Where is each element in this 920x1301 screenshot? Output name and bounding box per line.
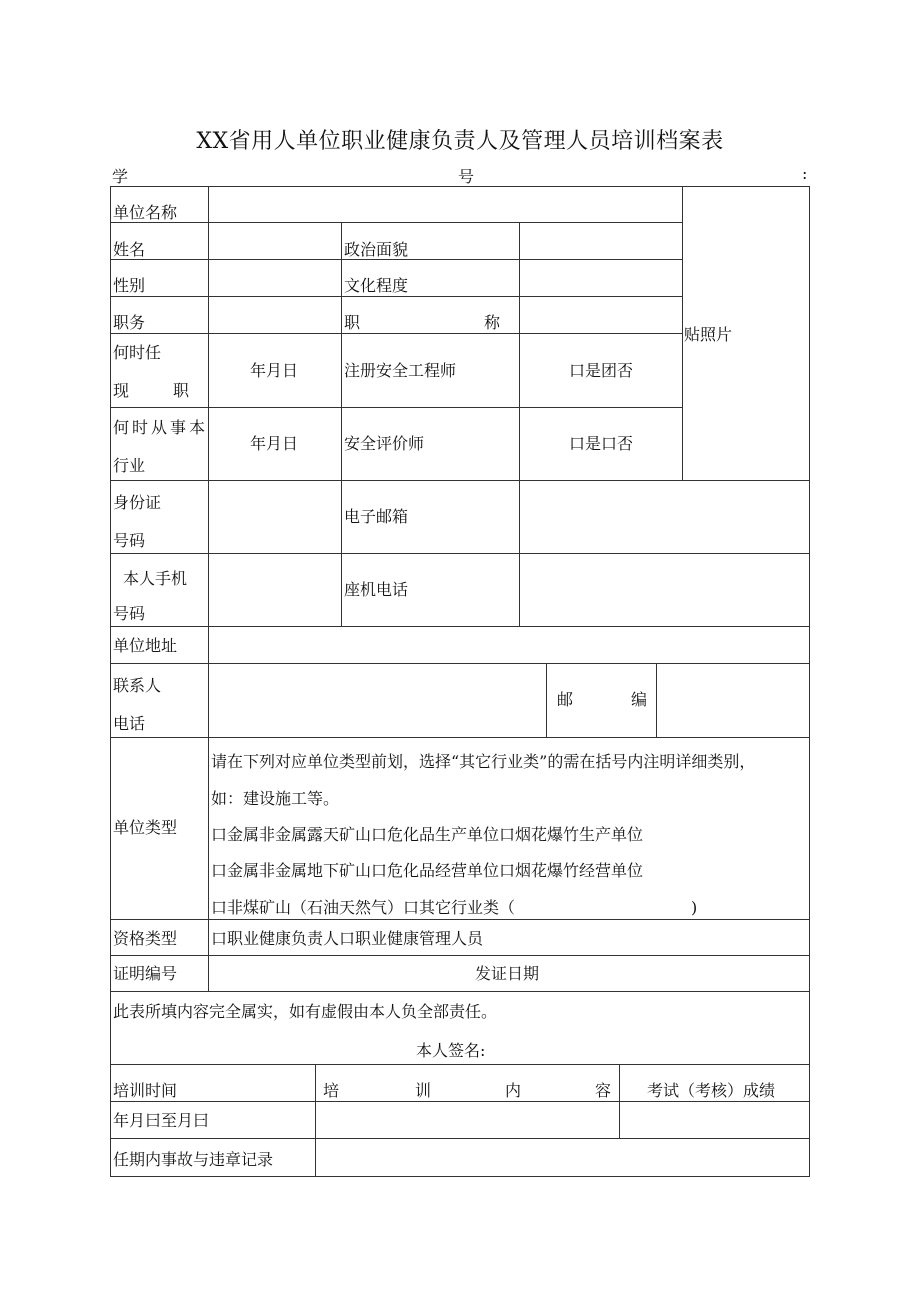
name-field[interactable] bbox=[208, 222, 342, 260]
title-label-b: 称 bbox=[484, 313, 501, 332]
train-content-char: 内 bbox=[505, 1081, 522, 1100]
name-label: 姓名 bbox=[113, 240, 146, 259]
train-content-char: 容 bbox=[595, 1081, 612, 1100]
train-period-text: 年月曰至月曰 bbox=[113, 1111, 210, 1130]
mobile-label-2: 号码 bbox=[113, 604, 146, 623]
unit-type-option-row-2[interactable]: 口金属非金属地下矿山口危化品经营单位口烟花爆竹经营单位 bbox=[211, 861, 644, 880]
exam-score-field[interactable] bbox=[619, 1101, 810, 1139]
id-label-1: 身份证 bbox=[113, 493, 162, 512]
landline-field[interactable] bbox=[519, 553, 810, 627]
unit-type-option-row-1[interactable]: 口金属非金属露天矿山口危化品生产单位口烟花爆竹生产单位 bbox=[211, 825, 644, 844]
unit-name-field[interactable] bbox=[208, 186, 683, 223]
since-industry-label-1: 何 时 从 事 本 bbox=[113, 418, 205, 437]
address-field[interactable] bbox=[208, 626, 810, 664]
duty-field[interactable] bbox=[208, 296, 342, 334]
email-field[interactable] bbox=[519, 480, 810, 554]
train-content-char: 培 bbox=[323, 1081, 340, 1100]
accident-label: 任期内事故与违章记录 bbox=[113, 1150, 274, 1169]
unit-name-label: 单位名称 bbox=[113, 203, 178, 222]
unit-type-example: 如：建设施工等。 bbox=[211, 789, 340, 808]
train-content-field[interactable] bbox=[315, 1101, 620, 1139]
qual-type-label: 资格类型 bbox=[113, 929, 178, 948]
evaluator-options[interactable]: 口是口否 bbox=[569, 434, 634, 453]
email-label: 电子邮箱 bbox=[344, 507, 409, 526]
page-title: XX省用人单位职业健康负责人及管理人员培训档案表 bbox=[196, 129, 724, 154]
title-label-a: 职 bbox=[344, 313, 361, 332]
contact-field[interactable] bbox=[208, 663, 547, 738]
reg-engineer-label: 注册安全工程师 bbox=[344, 361, 457, 380]
serial-char-1: 学 bbox=[112, 167, 129, 186]
evaluator-label: 安全评价师 bbox=[344, 434, 425, 453]
since-industry-date: 年月日 bbox=[250, 434, 299, 453]
since-current-label-2b: 职 bbox=[173, 381, 190, 400]
label-cell bbox=[315, 1064, 620, 1102]
contact-label-1: 联系人 bbox=[113, 676, 162, 695]
signature-label: 本人签名: bbox=[416, 1041, 486, 1060]
serial-number-row bbox=[110, 160, 810, 186]
since-current-label-1: 何时任 bbox=[113, 343, 162, 362]
postcode-label-a: 邮 bbox=[557, 690, 574, 709]
photo-label: 贴照片 bbox=[684, 325, 733, 344]
unit-type-instruction: 请在下列对应单位类型前划，选择“其它行业类”的需在括号内注明详细类别， bbox=[211, 752, 756, 771]
education-label: 文化程度 bbox=[344, 276, 409, 295]
id-field[interactable] bbox=[208, 480, 342, 554]
gender-label: 性别 bbox=[113, 276, 146, 295]
political-label: 政治面貌 bbox=[344, 240, 409, 259]
unit-type-option-row-3[interactable]: 口非煤矿山（石油天然气）口其它行业类（ bbox=[211, 898, 516, 917]
landline-label: 座机电话 bbox=[344, 580, 409, 599]
unit-type-label: 单位类型 bbox=[113, 818, 178, 837]
education-field[interactable] bbox=[519, 259, 683, 297]
mobile-field[interactable] bbox=[208, 553, 342, 627]
train-content-char: 训 bbox=[415, 1081, 432, 1100]
title-field[interactable] bbox=[519, 296, 683, 334]
address-label: 单位地址 bbox=[113, 636, 178, 655]
unit-type-close-paren: ) bbox=[691, 898, 698, 917]
gender-field[interactable] bbox=[208, 259, 342, 297]
reg-engineer-options[interactable]: 口是团否 bbox=[569, 361, 634, 380]
cert-no-label: 证明编号 bbox=[113, 964, 178, 983]
since-industry-label-2: 行业 bbox=[113, 456, 146, 475]
postcode-field[interactable] bbox=[656, 663, 810, 738]
serial-char-2: 号 bbox=[458, 167, 475, 186]
mobile-label-1: 本人手机 bbox=[123, 569, 188, 588]
since-current-date: 年月日 bbox=[250, 361, 299, 380]
issue-date-label: 发证日期 bbox=[475, 964, 540, 983]
train-time-header: 培训时间 bbox=[113, 1081, 178, 1100]
declaration-text: 此表所填内容完全属实，如有虚假由本人负全部责任。 bbox=[113, 1002, 498, 1021]
political-field[interactable] bbox=[519, 222, 683, 260]
since-current-label-2a: 现 bbox=[113, 381, 130, 400]
duty-label: 职务 bbox=[113, 313, 146, 332]
qual-type-options[interactable]: 口职业健康负责人口职业健康管理人员 bbox=[211, 929, 484, 948]
exam-header: 考试（考核）成绩 bbox=[647, 1081, 776, 1100]
serial-colon: : bbox=[802, 164, 808, 183]
id-label-2: 号码 bbox=[113, 531, 146, 550]
contact-label-2: 电话 bbox=[113, 714, 146, 733]
accident-field[interactable] bbox=[315, 1138, 810, 1177]
postcode-label-b: 编 bbox=[631, 690, 648, 709]
